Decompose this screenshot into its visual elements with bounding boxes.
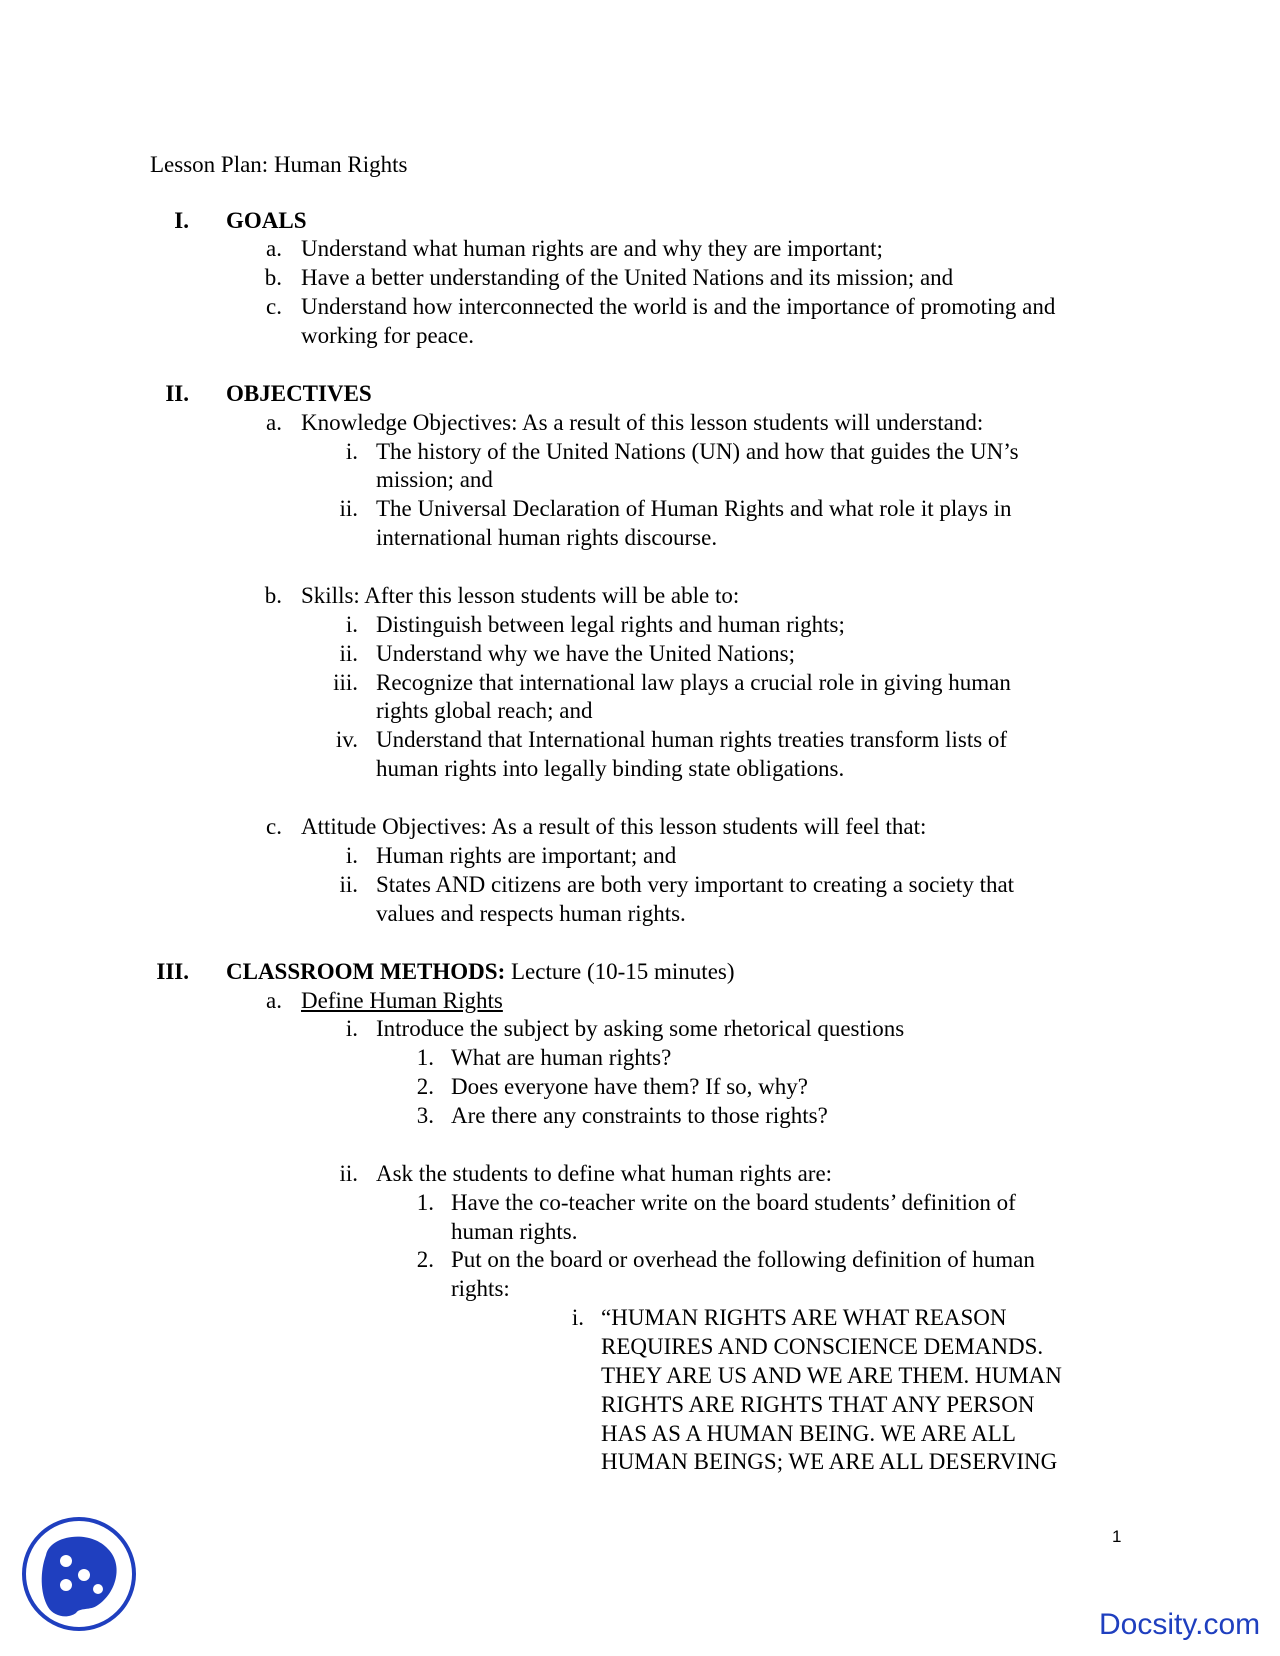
list-item: Have a better understanding of the United Nations and its mission; and — [301, 265, 954, 290]
sublist-item: Understand why we have the United Nations; — [376, 641, 796, 666]
quote-line: “HUMAN RIGHTS ARE WHAT REASON — [601, 1305, 1007, 1330]
quote-line: RIGHTS ARE RIGHTS THAT ANY PERSON — [601, 1392, 1035, 1417]
sublist-label: i. — [345, 439, 358, 464]
list-item: Attitude Objectives: As a result of this lesson students will feel that: — [301, 814, 927, 839]
document-title: Lesson Plan: Human Rights — [150, 152, 408, 177]
sublist-item-continued: mission; and — [376, 467, 493, 492]
list-label: b. — [264, 583, 282, 608]
sublist-item-continued: values and respects human rights. — [376, 901, 686, 926]
sublist-item-continued: international human rights discourse. — [376, 525, 718, 550]
sublist-label: i. — [345, 843, 358, 868]
numbered-item: Put on the board or overhead the following definition of human — [451, 1247, 1035, 1272]
sublist-item: States AND citizens are both very important to creating a society that — [376, 872, 1015, 897]
list-label: a. — [266, 988, 282, 1013]
page-number: 1 — [1112, 1527, 1122, 1546]
sublist-item: The Universal Declaration of Human Rights and what role it plays in — [376, 496, 1012, 521]
list-item: Skills: After this lesson students will be able to: — [301, 583, 740, 608]
list-label: b. — [264, 265, 282, 290]
list-label: c. — [266, 814, 282, 839]
quote-line: REQUIRES AND CONSCIENCE DEMANDS. — [601, 1334, 1044, 1359]
numbered-item: Does everyone have them? If so, why? — [451, 1074, 809, 1099]
docsity-logo-icon — [20, 1515, 138, 1633]
section-2-numeral: II. — [165, 381, 189, 406]
sublist-item-continued: human rights into legally binding state obligations. — [376, 756, 845, 781]
section-1-numeral: I. — [174, 208, 189, 233]
quote-line: THEY ARE US AND WE ARE THEM. HUMAN — [601, 1363, 1062, 1388]
list-label: c. — [266, 294, 282, 319]
section-3-heading: CLASSROOM METHODS: — [226, 959, 506, 984]
section-3-heading-line — [226, 958, 735, 986]
sublist-item: The history of the United Nations (UN) and how that guides the UN’s — [376, 439, 1019, 464]
sublist-item: Recognize that international law plays a crucial role in giving human — [376, 670, 1011, 695]
sublist-label: ii. — [339, 872, 358, 897]
numbered-item: What are human rights? — [451, 1045, 672, 1070]
sublist-label: ii. — [339, 1161, 358, 1186]
numbered-label: 2. — [416, 1074, 434, 1099]
sublist-label: i. — [345, 612, 358, 637]
list-label: a. — [266, 410, 282, 435]
section-1-heading: GOALS — [226, 208, 307, 233]
numbered-item: Have the co-teacher write on the board students’ definition of — [451, 1190, 1016, 1215]
sublist-item: Human rights are important; and — [376, 843, 677, 868]
sublist-label: ii. — [339, 496, 358, 521]
numbered-label: 1. — [416, 1190, 434, 1215]
sublist-item-continued: rights global reach; and — [376, 698, 593, 723]
list-item: Knowledge Objectives: As a result of this lesson students will understand: — [301, 410, 984, 435]
numbered-item-continued: rights: — [451, 1276, 510, 1301]
numbered-label: 1. — [416, 1045, 434, 1070]
docsity-brand-link[interactable]: Docsity.com — [1099, 1608, 1261, 1641]
list-item: Understand how interconnected the world is and the importance of promoting and — [301, 294, 1056, 319]
quote-label: i. — [571, 1305, 584, 1330]
sublist-item: Ask the students to define what human rights are: — [376, 1161, 833, 1186]
list-item: Understand what human rights are and why they are important; — [301, 236, 883, 261]
sublist-item: Introduce the subject by asking some rhetorical questions — [376, 1016, 905, 1041]
subsection-heading: Define Human Rights — [301, 988, 503, 1013]
numbered-item: Are there any constraints to those rights? — [451, 1103, 828, 1128]
section-3-numeral: III. — [156, 959, 189, 984]
numbered-item-continued: human rights. — [451, 1219, 578, 1244]
sublist-label: i. — [345, 1016, 358, 1041]
list-label: a. — [266, 236, 282, 261]
quote-line: HAS AS A HUMAN BEING. WE ARE ALL — [601, 1421, 1016, 1446]
list-item-continued: working for peace. — [301, 323, 475, 348]
numbered-label: 3. — [416, 1103, 434, 1128]
sublist-label: iv. — [335, 727, 358, 752]
sublist-item: Understand that International human rights treaties transform lists of — [376, 727, 1008, 752]
section-2-heading: OBJECTIVES — [226, 381, 372, 406]
quote-line: HUMAN BEINGS; WE ARE ALL DESERVING — [601, 1449, 1058, 1474]
numbered-label: 2. — [416, 1247, 434, 1272]
section-3-heading-suffix: Lecture (10-15 minutes) — [505, 959, 735, 984]
sublist-label: iii. — [333, 670, 358, 695]
sublist-label: ii. — [339, 641, 358, 666]
sublist-item: Distinguish between legal rights and human rights; — [376, 612, 845, 637]
